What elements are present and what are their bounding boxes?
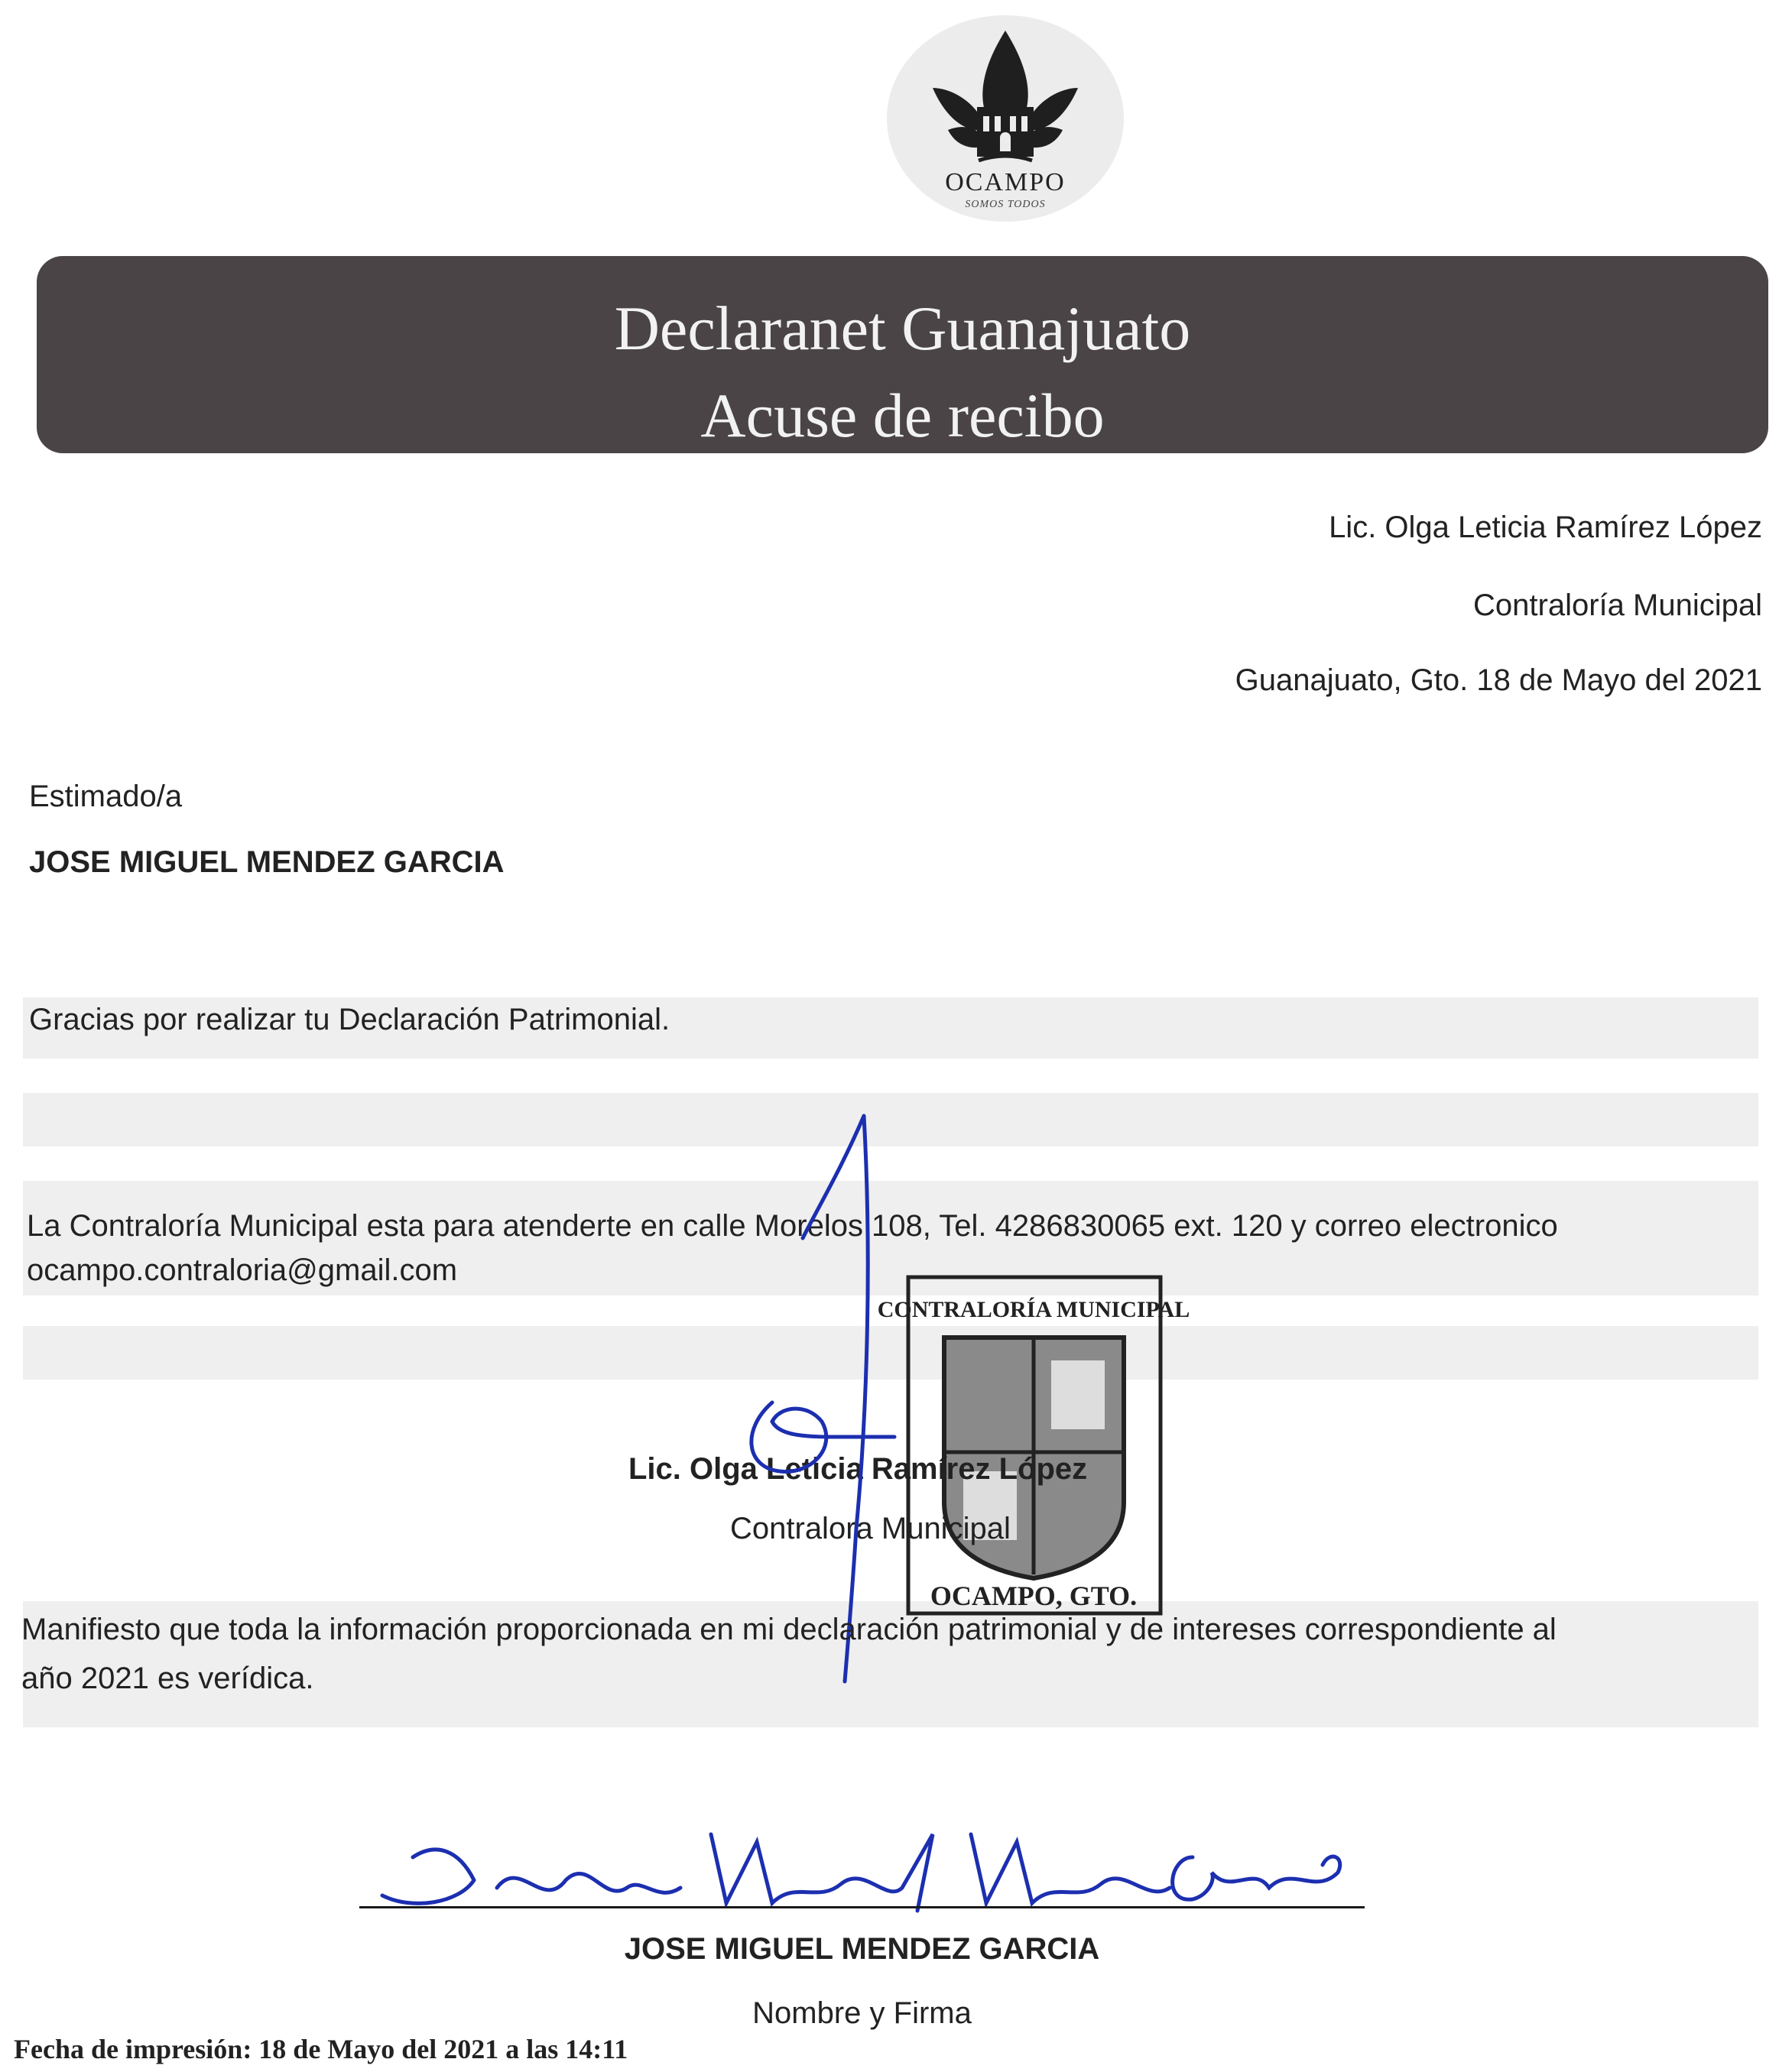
declarant-signature-mark <box>367 1811 1361 1926</box>
declarant-printed-name: JOSE MIGUEL MENDEZ GARCIA <box>624 1932 1100 1966</box>
contact-text: La Contraloría Municipal esta para atenderte en calle Morelos 108, Tel. 4286830065 ext. 120 y correo electronico <box>27 1209 1558 1243</box>
recipient-office: Contraloría Municipal <box>1473 589 1762 622</box>
official-name: Lic. Olga Leticia Ramírez López <box>628 1452 1088 1486</box>
contact-email: ocampo.contraloria@gmail.com <box>27 1253 458 1287</box>
declarant-name: JOSE MIGUEL MENDEZ GARCIA <box>29 845 505 879</box>
statement-text-2: año 2021 es verídica. <box>21 1662 314 1695</box>
logo-name: OCAMPO <box>945 168 1066 196</box>
place-date: Guanajuato, Gto. 18 de Mayo del 2021 <box>1235 663 1762 697</box>
signature-caption: Nombre y Firma <box>752 1996 972 2030</box>
salutation: Estimado/a <box>29 780 183 813</box>
banner-title: Declaranet Guanajuato <box>614 293 1191 363</box>
official-signature-mark <box>726 1101 963 1697</box>
title-banner <box>37 256 1768 453</box>
official-title: Contralora Municipal <box>730 1512 1011 1545</box>
svg-text:OCAMPO, GTO.: OCAMPO, GTO. <box>930 1581 1138 1611</box>
signature-line <box>359 1906 1365 1908</box>
recipient-name: Lic. Olga Leticia Ramírez López <box>1329 511 1762 544</box>
ocampo-logo <box>887 15 1124 222</box>
logo-slogan: SOMOS TODOS <box>965 199 1046 210</box>
banner-subtitle: Acuse de recibo <box>700 381 1105 450</box>
thanks-text: Gracias por realizar tu Declaración Patrimonial. <box>29 1003 670 1036</box>
svg-text:CONTRALORÍA MUNICIPAL: CONTRALORÍA MUNICIPAL <box>877 1297 1190 1322</box>
print-date: Fecha de impresión: 18 de Mayo del 2021 a las 14:11 <box>14 2034 628 2064</box>
statement-text: Manifiesto que toda la información proporcionada en mi declaración patrimonial y de intereses correspondiente al <box>21 1613 1557 1646</box>
